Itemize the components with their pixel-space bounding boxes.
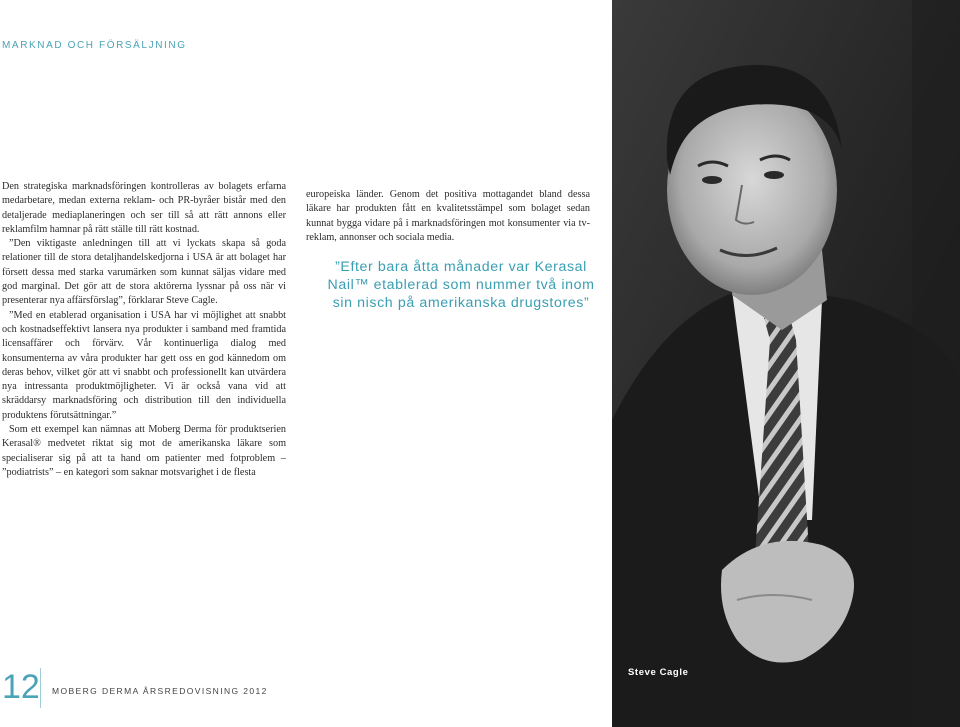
- footer-divider: [40, 668, 41, 708]
- portrait-photo: [612, 0, 960, 727]
- paragraph: Som ett exempel kan nämnas att Moberg Derma för produktserien Kerasal® medvetet riktat sig mot de amerikanska läkare som specialiserar sig på att ta hand om patienter med fotproblem – ”podiatrists” – en kategori som saknar motsvarighet i de flesta: [2, 424, 286, 478]
- middle-text-column: [306, 188, 590, 245]
- paragraph: ”Med en etablerad organisation i USA har vi möjlighet att snabbt och kostnadseffektivt lansera nya produkter i samband med framtida licensaffärer och förvärv. Vår kontinuerliga dialog med konsumenterna av våra produkter har gett oss en god kännedom om deras behov, vilket gör att vi snabbt och professionellt kan utvärdera nya intressanta produktmöjligheter. Vi är också vana vid att skräddarsy marknadsföring och distribution till den individuella produktens förutsättningar.”: [2, 309, 286, 421]
- portrait-illustration: [612, 0, 960, 727]
- pull-quote: ”Efter bara åtta månader var Kerasal Nail™ etablerad som nummer två inom sin nisch på amerikanska drugstores”: [327, 259, 595, 311]
- footer-publication-title: MOBERG DERMA ÅRSREDOVISNING 2012: [52, 686, 268, 696]
- paragraph: Den strategiska marknadsföringen kontrolleras av bolagets erfarna medarbetare, medan externa reklam- och PR-byråer bistår med den detaljerade mediaplaneringen och ser till så att rätt annons eller reklamfilm hamnar på rätt ställe till rätt kostnad.: [2, 181, 286, 235]
- page-number: 12: [2, 668, 40, 706]
- photo-caption: Steve Cagle: [628, 667, 689, 678]
- paragraph: europeiska länder. Genom det positiva mottagandet bland dessa läkare har produkten fått en kvalitetsstämpel som bolaget sedan kunnat bygga vidare på i marknadsföringen mot konsumenter via tv-reklam, annonser och sociala media.: [306, 189, 590, 243]
- section-label: MARKNAD OCH FÖRSÄLJNING: [2, 40, 187, 51]
- paragraph: ”Den viktigaste anledningen till att vi lyckats skapa så goda relationer till de stora detaljhandelskedjorna i USA är att bolaget har försett dessa med starka varumärken som kunnat säljas vidare med god marginal. Det gör att de stora aktörerna lyssnar på oss när vi presenterar nya affärsförslag”, förklarar Steve Cagle.: [2, 238, 286, 307]
- left-text-column: [2, 180, 286, 480]
